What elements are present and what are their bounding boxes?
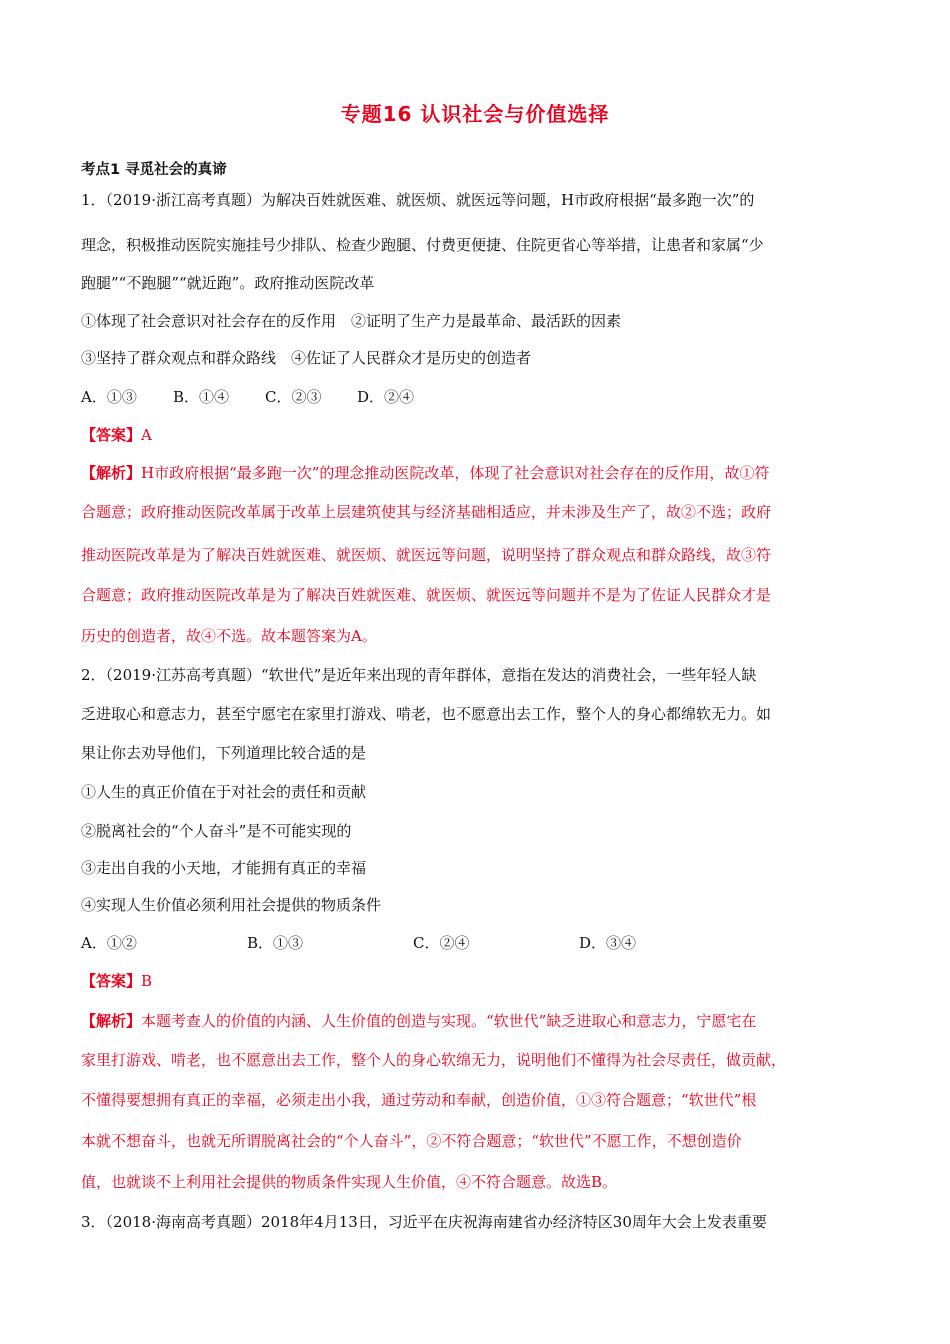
- answer-value: B: [141, 972, 153, 990]
- option-d: D．③④: [579, 934, 637, 952]
- option-c: C．②③: [265, 388, 322, 406]
- question-1-analysis-line: 合题意；政府推动医院改革属于改革上层建筑使其与经济基础相适应，并未涉及生产了，故②不选；政府: [81, 503, 772, 521]
- question-1-answer: [81, 425, 152, 445]
- question-1-analysis-line: 合题意；政府推动医院改革是为了解决百姓就医难、就医烦、就医远等问题并不是为了佐证人民群众才是: [81, 586, 772, 604]
- analysis-text: H市政府根据“最多跑一次”的理念推动医院改革，体现了社会意识对社会存在的反作用，故①符: [141, 464, 770, 482]
- answer-value: A: [141, 426, 152, 444]
- question-2-analysis-line: 值，也就谈不上利用社会提供的物质条件实现人生价值，④不符合题意。故选B。: [81, 1173, 618, 1191]
- question-3-line: 3．（2018·海南高考真题）2018年4月13日，习近平在庆祝海南建省办经济特区30周年大会上发表重要: [81, 1213, 767, 1231]
- question-2-statement: ④实现人生价值必须利用社会提供的物质条件: [81, 896, 382, 914]
- section-heading: 考点1 寻觅社会的真谛: [81, 162, 227, 178]
- question-2-analysis-line: 不懂得要想拥有真正的幸福，必须走出小我，通过劳动和奉献，创造价值，①③符合题意；“软世代”根: [81, 1091, 757, 1109]
- question-2-line: 2．（2019·江苏高考真题）“软世代”是近年来出现的青年群体，意指在发达的消费社会，一些年轻人缺: [81, 666, 757, 684]
- question-2-analysis-line: [81, 1011, 756, 1031]
- question-2-options: [81, 932, 701, 952]
- option-b: B．①④: [173, 388, 230, 406]
- answer-tag: 【答案】: [81, 426, 142, 444]
- question-2-answer: [81, 971, 152, 991]
- question-2-statement: ③走出自我的小天地，才能拥有真正的幸福: [81, 859, 367, 877]
- question-1-statement: ③坚持了群众观点和群众路线 ④佐证了人民群众才是历史的创造者: [81, 349, 532, 367]
- analysis-tag: 【解析】: [81, 464, 142, 482]
- question-1-line: 跑腿”“不跑腿”“就近跑”。政府推动医院改革: [81, 274, 375, 292]
- option-d: D．②④: [357, 388, 415, 406]
- question-1-line: 理念，积极推动医院实施挂号少排队、检查少跑腿、付费更便捷、住院更省心等举措，让患者和家属“少: [81, 236, 764, 254]
- question-2-analysis-line: 本就不想奋斗，也就无所谓脱离社会的“个人奋斗”，②不符合题意；“软世代”不愿工作，不想创造价: [81, 1132, 742, 1150]
- question-2-line: 果让你去劝导他们，下列道理比较合适的是: [81, 744, 367, 762]
- question-2-line: 乏进取心和意志力，甚至宁愿宅在家里打游戏、啃老，也不愿意出去工作，整个人的身心都绵软无力。如: [81, 705, 772, 723]
- document-title: 专题16 认识社会与价值选择: [340, 102, 610, 126]
- question-1-analysis-line: 推动医院改革是为了解决百姓就医难、就医烦、就医远等问题，说明坚持了群众观点和群众路线，故③符: [81, 546, 772, 564]
- question-2-statement: ②脱离社会的“个人奋斗”是不可能实现的: [81, 822, 352, 840]
- question-1-options: [81, 386, 481, 406]
- question-2-analysis-line: 家里打游戏、啃老，也不愿意出去工作，整个人的身心软绵无力，说明他们不懂得为社会尽责任，做贡献，: [81, 1051, 787, 1069]
- question-1-line: 1．（2019·浙江高考真题）为解决百姓就医难、就医烦、就医远等问题，H市政府根据“最多跑一次”的: [81, 191, 755, 209]
- answer-tag: 【答案】: [81, 972, 142, 990]
- option-b: B．①③: [247, 934, 304, 952]
- question-2-statement: ①人生的真正价值在于对社会的责任和贡献: [81, 783, 367, 801]
- question-1-analysis-line: 历史的创造者，故④不选。故本题答案为A。: [81, 627, 377, 645]
- option-a: A．①②: [81, 934, 137, 952]
- analysis-text: 本题考查人的价值的内涵、人生价值的创造与实现。“软世代”缺乏进取心和意志力，宁愿宅在: [141, 1012, 757, 1030]
- option-c: C．②④: [413, 934, 470, 952]
- question-1-statement: ①体现了社会意识对社会存在的反作用 ②证明了生产力是最革命、最活跃的因素: [81, 312, 622, 330]
- question-1-analysis-line: [81, 463, 769, 483]
- analysis-tag: 【解析】: [81, 1012, 142, 1030]
- option-a: A．①③: [81, 388, 137, 406]
